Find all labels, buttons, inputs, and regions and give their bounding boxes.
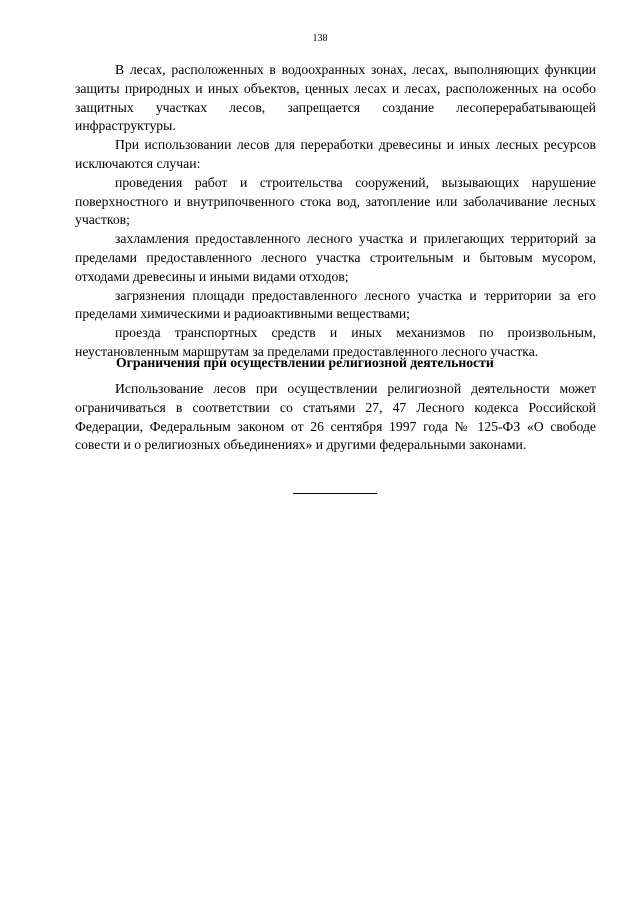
end-of-section-rule [293,493,377,494]
section-heading: Ограничения при осуществлении религиозной деятельности [116,355,494,370]
list-item: загрязнения площади предоставленного лесного участка и территории за его пределами химическими и радиоактивными веществами; [75,287,596,322]
paragraph: В лесах, расположенных в водоохранных зонах, лесах, выполняющих функции защиты природных и иных объектов, ценных лесах и лесах, расположенных на особо защитных участках лесов, запрещается создание лесоперерабатывающей инфраструктуры. [75,62,596,134]
religious-activity-text [75,380,596,455]
list-item: проведения работ и строительства сооружений, вызывающих нарушение поверхностного и внутрипочвенного стока вод, затопление или заболачивание лесных участков; [75,174,596,228]
list-item: захламления предоставленного лесного участка и прилегающих территорий за пределами предоставленного лесного участка строительным и бытовым мусором, отходами древесины и иными видами отходов; [75,231,596,284]
list-item: проезда транспортных средств и иных механизмов по произвольным, неустановленным маршрутам за пределами предоставленного лесного участка. [75,325,596,359]
paragraph: При использовании лесов для переработки древесины и иных лесных ресурсов исключаются случаи: [75,137,596,171]
page-number: 138 [312,33,328,44]
paragraph: Использование лесов при осуществлении религиозной деятельности может ограничиваться в соответствии со статьями 27, 47 Лесного кодекса Российской Федерации, Федеральным законом от 26 сентября 1997 года № 125-ФЗ «О свободе совести и о религиозных объединениях» и другими федеральными законами. [75,381,596,453]
forest-processing-restrictions-text [75,61,596,362]
